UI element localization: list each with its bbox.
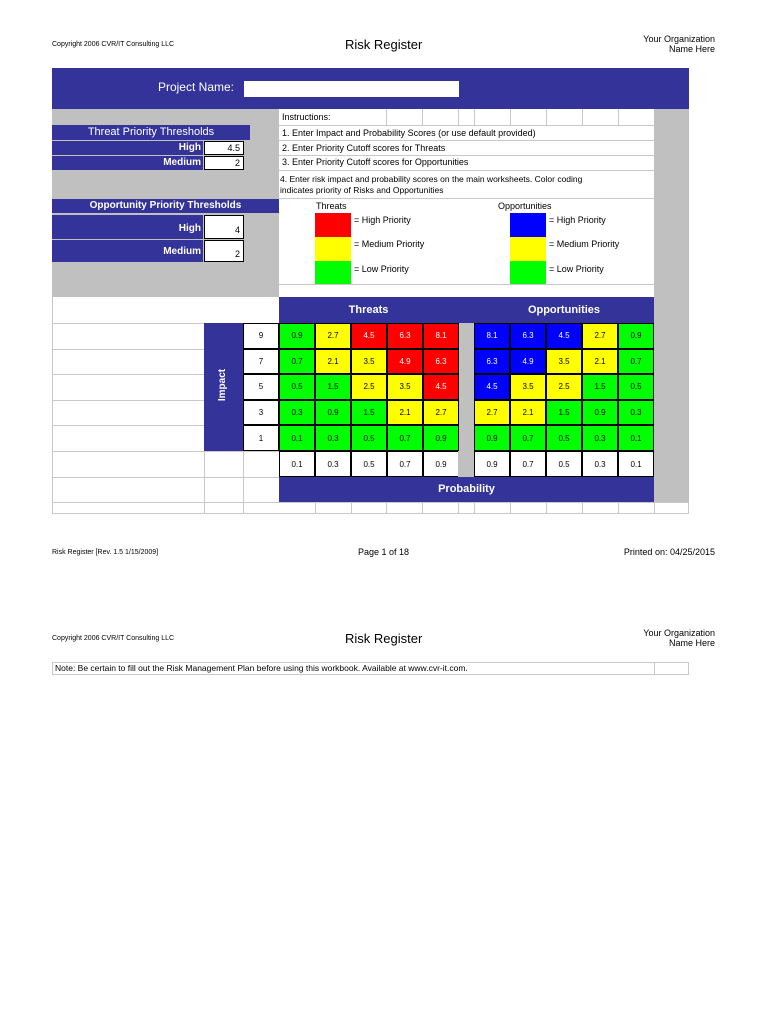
- instruction-step-4: [280, 174, 582, 196]
- threat-medium-label: Medium: [52, 156, 203, 170]
- impact-value-cell[interactable]: 1: [243, 425, 279, 451]
- footer-printed-date: Printed on: 04/25/2015: [623, 547, 715, 557]
- legend-opportunity-medium-swatch: [510, 237, 546, 261]
- threat-probability-cell[interactable]: 0.7: [387, 451, 423, 477]
- opportunity-medium-label: Medium: [52, 240, 203, 262]
- organization-name: [643, 34, 715, 54]
- threat-score-cell: 8.1: [423, 323, 459, 349]
- opportunity-score-cell: 8.1: [474, 323, 510, 349]
- threat-thresholds-title: Threat Priority Thresholds: [52, 125, 250, 140]
- threat-probability-cell[interactable]: 0.9: [423, 451, 459, 477]
- legend-threat-low-text: = Low Priority: [354, 264, 409, 274]
- threat-score-cell: 4.9: [387, 349, 423, 375]
- threat-probability-cell[interactable]: 0.5: [351, 451, 387, 477]
- matrix-title-gap: [458, 297, 474, 323]
- page2-org-line-1: Your Organization: [643, 628, 715, 638]
- note-text: Note: Be certain to fill out the Risk Management Plan before using this workbook. Available at www.cvr-it.com.: [55, 663, 468, 673]
- opportunity-score-cell: 6.3: [474, 349, 510, 375]
- threat-score-cell: 6.3: [423, 349, 459, 375]
- impact-value-cell[interactable]: 7: [243, 349, 279, 375]
- opportunity-score-cell: 2.1: [510, 400, 546, 426]
- legend-threat-medium-text: = Medium Priority: [354, 239, 425, 249]
- project-name-label: Project Name:: [157, 80, 234, 94]
- opportunity-score-cell: 2.5: [546, 374, 582, 400]
- opportunity-score-cell: 3.5: [546, 349, 582, 375]
- opportunity-high-input[interactable]: 4: [204, 215, 244, 239]
- threat-score-cell: 2.1: [387, 400, 423, 426]
- threat-score-cell: 0.7: [279, 349, 315, 375]
- threat-score-cell: 1.5: [351, 400, 387, 426]
- legend-opportunities-label: Opportunities: [498, 201, 552, 211]
- legend-threat-high-swatch: [315, 213, 351, 237]
- legend-threats-label: Threats: [316, 201, 347, 211]
- opportunity-score-cell: 2.7: [582, 323, 618, 349]
- org-line-1: Your Organization: [643, 34, 715, 44]
- legend-opportunity-high-swatch: [510, 213, 546, 237]
- threat-score-cell: 0.7: [387, 425, 423, 451]
- opportunity-score-cell: 1.5: [546, 400, 582, 426]
- threat-score-cell: 0.5: [351, 425, 387, 451]
- threat-score-cell: 0.3: [279, 400, 315, 426]
- opportunity-score-cell: 0.3: [582, 425, 618, 451]
- threat-high-label: High: [52, 141, 203, 155]
- threat-score-cell: 1.5: [315, 374, 351, 400]
- instructions-heading: Instructions:: [282, 112, 331, 122]
- legend-opportunity-low-swatch: [510, 261, 546, 284]
- threat-score-cell: 4.5: [351, 323, 387, 349]
- opportunity-probability-cell[interactable]: 0.7: [510, 451, 546, 477]
- right-margin-panel: [654, 109, 689, 503]
- opportunity-score-cell: 2.1: [582, 349, 618, 375]
- threat-score-cell: 0.3: [315, 425, 351, 451]
- page-title: Risk Register: [345, 37, 423, 52]
- threat-score-cell: 0.9: [423, 425, 459, 451]
- impact-value-cell[interactable]: 9: [243, 323, 279, 349]
- opportunity-thresholds-title: Opportunity Priority Thresholds: [52, 199, 279, 213]
- footer-page-number: Page 1 of 18: [358, 547, 410, 557]
- legend-opportunity-high-text: = High Priority: [549, 215, 606, 225]
- opportunity-score-cell: 0.7: [510, 425, 546, 451]
- impact-value-cell[interactable]: 3: [243, 400, 279, 426]
- opportunity-score-cell: 1.5: [582, 374, 618, 400]
- page2-copyright-text: Copyright 2006 CVR/IT Consulting LLC: [52, 635, 175, 642]
- threat-score-cell: 0.1: [279, 425, 315, 451]
- legend-opportunity-low-text: = Low Priority: [549, 264, 604, 274]
- opportunity-probability-cell[interactable]: 0.5: [546, 451, 582, 477]
- opportunities-matrix-title: Opportunities: [474, 297, 654, 323]
- legend-threat-high-text: = High Priority: [354, 215, 411, 225]
- org-line-2: Name Here: [668, 44, 715, 54]
- legend-threat-low-swatch: [315, 261, 351, 284]
- opportunity-probability-cell[interactable]: 0.9: [474, 451, 510, 477]
- probability-separator: [458, 451, 474, 477]
- instruction-step-4-line-2: indicates priority of Risks and Opportunities: [280, 185, 444, 195]
- threat-score-cell: 4.5: [423, 374, 459, 400]
- threat-medium-input[interactable]: 2: [204, 156, 244, 170]
- threat-score-cell: 0.9: [279, 323, 315, 349]
- instruction-step-3: 3. Enter Priority Cutoff scores for Opportunities: [282, 157, 469, 167]
- opportunity-score-cell: 4.5: [546, 323, 582, 349]
- probability-axis-label: Probability: [279, 477, 654, 502]
- footer-revision: Risk Register [Rev. 1.5 1/15/2009]: [52, 549, 159, 556]
- instruction-step-1: 1. Enter Impact and Probability Scores (or use default provided): [282, 128, 536, 138]
- threats-matrix-title: Threats: [279, 297, 458, 323]
- impact-value-cell[interactable]: 5: [243, 374, 279, 400]
- threat-probability-cell[interactable]: 0.3: [315, 451, 351, 477]
- matrix-separator: [458, 323, 474, 451]
- opportunity-score-cell: 0.5: [618, 374, 654, 400]
- threat-score-cell: 6.3: [387, 323, 423, 349]
- opportunity-score-cell: 2.7: [474, 400, 510, 426]
- threat-score-cell: 3.5: [387, 374, 423, 400]
- threat-probability-cell[interactable]: 0.1: [279, 451, 315, 477]
- opportunity-score-cell: 4.9: [510, 349, 546, 375]
- opportunity-score-cell: 6.3: [510, 323, 546, 349]
- opportunity-score-cell: 0.9: [474, 425, 510, 451]
- page2-org-line-2: Name Here: [668, 638, 715, 648]
- threat-score-cell: 2.7: [315, 323, 351, 349]
- impact-axis-label: Impact: [217, 368, 228, 402]
- opportunity-high-label: High: [52, 215, 203, 239]
- opportunity-score-cell: 0.9: [582, 400, 618, 426]
- project-name-input[interactable]: [244, 81, 459, 97]
- opportunity-score-cell: 0.5: [546, 425, 582, 451]
- threat-score-cell: 0.9: [315, 400, 351, 426]
- copyright-text: Copyright 2006 CVR/IT Consulting LLC: [52, 41, 175, 48]
- page2-title: Risk Register: [345, 631, 423, 646]
- instruction-step-2: 2. Enter Priority Cutoff scores for Threats: [282, 143, 446, 153]
- legend-threat-medium-swatch: [315, 237, 351, 261]
- opportunity-score-cell: 0.7: [618, 349, 654, 375]
- threat-score-cell: 2.5: [351, 374, 387, 400]
- threat-score-cell: 3.5: [351, 349, 387, 375]
- opportunity-probability-cell[interactable]: 0.3: [582, 451, 618, 477]
- opportunity-score-cell: 0.9: [618, 323, 654, 349]
- threat-high-input[interactable]: 4.5: [204, 141, 244, 155]
- page2-organization-name: [643, 628, 715, 648]
- opportunity-probability-cell[interactable]: 0.1: [618, 451, 654, 477]
- instruction-step-4-line-1: 4. Enter risk impact and probability scores on the main worksheets. Color coding: [280, 174, 583, 184]
- opportunity-score-cell: 4.5: [474, 374, 510, 400]
- opportunity-score-cell: 0.1: [618, 425, 654, 451]
- opportunity-score-cell: 0.3: [618, 400, 654, 426]
- threat-score-cell: 2.7: [423, 400, 459, 426]
- threat-score-cell: 0.5: [279, 374, 315, 400]
- legend-opportunity-medium-text: = Medium Priority: [549, 239, 620, 249]
- opportunity-score-cell: 3.5: [510, 374, 546, 400]
- opportunity-medium-input[interactable]: 2: [204, 240, 244, 262]
- threat-score-cell: 2.1: [315, 349, 351, 375]
